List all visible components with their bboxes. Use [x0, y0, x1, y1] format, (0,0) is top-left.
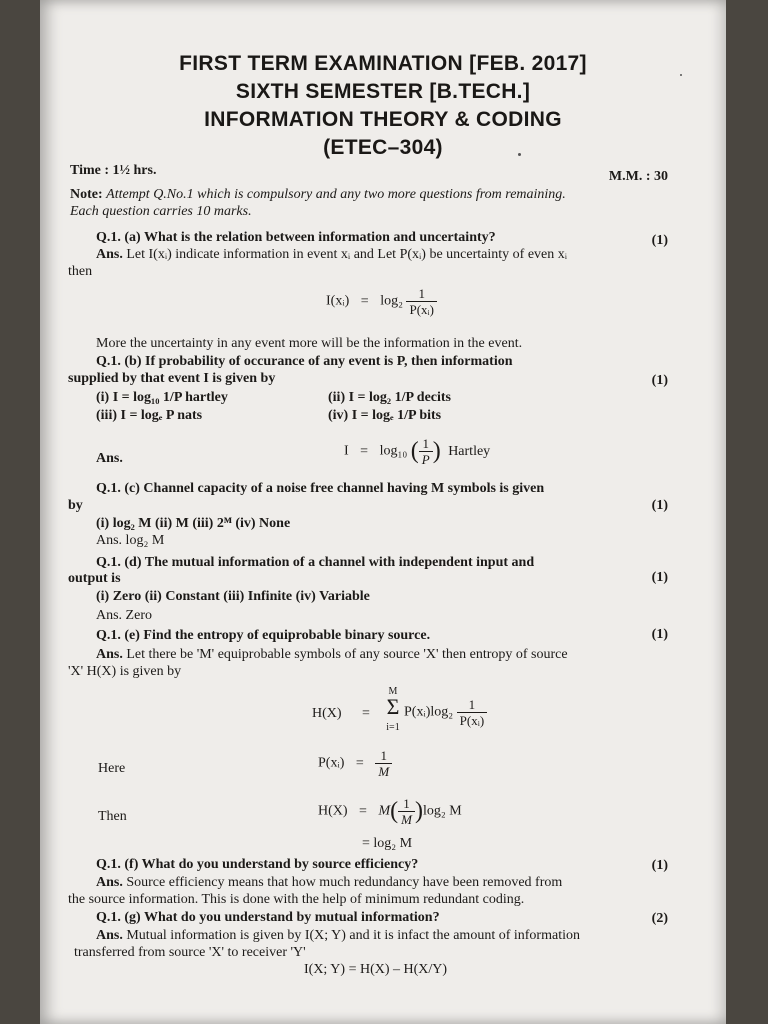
equation-mutual-information: I(X; Y) = H(X) – H(X/Y)	[304, 962, 448, 977]
note	[70, 186, 566, 203]
note-text: Attempt Q.No.1 which is compulsory and any two more questions from remaining.	[106, 187, 566, 202]
question-1c-line2: by	[68, 498, 83, 513]
marks-1e: (1)	[651, 627, 668, 642]
answer-text: Source efficiency means that how much redundancy have been removed from	[126, 875, 563, 890]
marks-1a: (1)	[651, 233, 668, 248]
exam-page	[40, 0, 726, 1024]
options-1d: (i) Zero (ii) Constant (iii) Infinite (iv) Variable	[96, 589, 370, 604]
eq1-lhs: H(X)	[312, 706, 342, 721]
question-1b: Q.1. (b) If probability of occurance of any event is P, then information	[96, 354, 513, 369]
answer-label: Ans.	[96, 647, 123, 662]
eq-numerator: 1	[406, 286, 437, 302]
sum-upper: M	[388, 686, 398, 697]
option-1b-iii: (iii) I = logₑ P nats	[96, 408, 203, 423]
exam-title: FIRST TERM EXAMINATION [FEB. 2017]	[179, 52, 587, 75]
answer-label: Ans.	[96, 247, 123, 262]
eq2-denominator: M	[378, 764, 390, 779]
eq-numerator: 1	[419, 436, 433, 452]
eq2-fraction	[375, 748, 392, 779]
option-1b-i: (i) I = log₁₀ 1/P hartley	[96, 390, 228, 405]
answer-text: Let there be 'M' equiprobable symbols of any source 'X' then entropy of source	[126, 647, 568, 662]
question-1e: Q.1. (e) Find the entropy of equiprobable binary source.	[96, 628, 431, 643]
eq-equals: =	[360, 443, 369, 459]
then-label: Then	[98, 809, 127, 824]
option-1b-iv: (iv) I = logₑ 1/P bits	[328, 408, 442, 423]
answer-1d: Ans. Zero	[96, 608, 152, 623]
answer-1e-line1	[96, 646, 568, 663]
eq-lhs: I(xᵢ)	[326, 293, 350, 309]
answer-label: Ans.	[96, 928, 123, 943]
here-label: Here	[98, 761, 126, 776]
answer-1a-line3: More the uncertainty in any event more will be the information in the event.	[96, 336, 523, 351]
marks-1b: (1)	[651, 373, 668, 388]
question-1d: Q.1. (d) The mutual information of a channel with independent input and	[96, 555, 535, 570]
note-label: Note:	[70, 187, 103, 202]
eq3-numerator: 1	[398, 796, 415, 812]
eq3-lhs: H(X)	[318, 803, 348, 819]
eq-lhs: I	[344, 443, 349, 459]
eq1-rhs	[404, 697, 487, 728]
speck	[680, 74, 682, 76]
equation-hartley: I = log₁₀ ( $\frac{1}{P}$ ) Hartley	[344, 436, 491, 467]
answer-1b-label: Ans.	[96, 451, 123, 466]
eq2	[318, 748, 392, 779]
answer-1f-line2: the source information. This is done with the help of minimum redundant coding.	[68, 892, 525, 907]
eq4: = log₂ M	[362, 836, 413, 851]
eq1-mid: P(xᵢ)log₂	[404, 704, 454, 720]
question-1g: Q.1. (g) What do you understand by mutual information?	[96, 910, 440, 925]
answer-1a-line2: then	[68, 264, 93, 279]
eq2-lhs: P(xᵢ)	[318, 755, 345, 771]
answer-label: Ans.	[96, 875, 123, 890]
eq3-m: M	[378, 803, 391, 819]
eq3-equals: =	[359, 803, 367, 819]
eq-fraction	[419, 436, 433, 467]
marks-1g: (2)	[651, 911, 668, 926]
question-1f: Q.1. (f) What do you understand by source efficiency?	[96, 857, 419, 872]
eq-unit: Hartley	[448, 443, 491, 459]
eq1-numerator: 1	[457, 697, 488, 713]
eq-log: log₁₀	[379, 443, 408, 459]
eq1-denominator: P(xᵢ)	[459, 713, 485, 728]
answer-text: Let I(xᵢ) indicate information in event xᵢ and Let P(xᵢ) be uncertainty of even xᵢ	[126, 247, 568, 262]
eq3-rest: log₂ M	[422, 803, 462, 819]
time-allowed: Time : 1½ hrs.	[70, 163, 157, 178]
max-marks: M.M. : 30	[608, 169, 668, 184]
answer-1g-line1	[96, 927, 580, 944]
eq-denominator: P(xᵢ)	[409, 302, 434, 317]
marks-1f: (1)	[651, 858, 668, 873]
sum-lower: i=1	[386, 722, 400, 733]
eq2-numerator: 1	[375, 748, 392, 764]
question-1c: Q.1. (c) Channel capacity of a noise free channel having M symbols is given	[96, 481, 545, 496]
sum-symbol: Σ	[386, 694, 400, 719]
options-1c: (i) log₂ M (ii) M (iii) 2ᴹ (iv) None	[96, 516, 291, 531]
option-1b-ii: (ii) I = log₂ 1/P decits	[328, 390, 451, 405]
answer-text-1g: Mutual information is given by I(X; Y) and it is infact the amount of information	[126, 928, 580, 943]
eq-equals: =	[360, 293, 369, 309]
eq-denominator: P	[421, 452, 430, 467]
question-1d-line2: output is	[68, 571, 121, 586]
eq1-fraction	[457, 697, 488, 728]
semester-title: SIXTH SEMESTER [B.TECH.]	[235, 80, 531, 103]
speck	[518, 153, 521, 156]
answer-1c: Ans. log₂ M	[96, 533, 165, 548]
answer-1f-line1	[96, 874, 562, 891]
answer-1e-line2: 'X' H(X) is given by	[68, 664, 182, 679]
question-1a: Q.1. (a) What is the relation between information and uncertainty?	[96, 230, 496, 245]
eq3-fraction	[398, 796, 415, 827]
eq-log: log₂	[380, 293, 403, 309]
marks-1d: (1)	[651, 570, 668, 585]
equation-information	[326, 286, 437, 317]
answer-1g-line2: transferred from source 'X' to receiver 'Y'	[74, 945, 306, 960]
note-text-2: Each question carries 10 marks.	[70, 204, 252, 219]
question-1b-line2: supplied by that event I is given by	[68, 371, 276, 386]
marks-1c: (1)	[651, 498, 668, 513]
course-code: (ETEC–304)	[323, 136, 443, 159]
subject-title: INFORMATION THEORY & CODING	[204, 108, 562, 131]
answer-1a-line1	[96, 246, 567, 263]
eq2-equals: =	[355, 755, 364, 771]
eq3: H(X) = M( $\frac{1}{M}$ )log₂ M	[318, 796, 462, 827]
eq-fraction	[406, 286, 437, 317]
eq1-equals: =	[362, 706, 370, 721]
eq3-denominator: M	[401, 812, 412, 827]
